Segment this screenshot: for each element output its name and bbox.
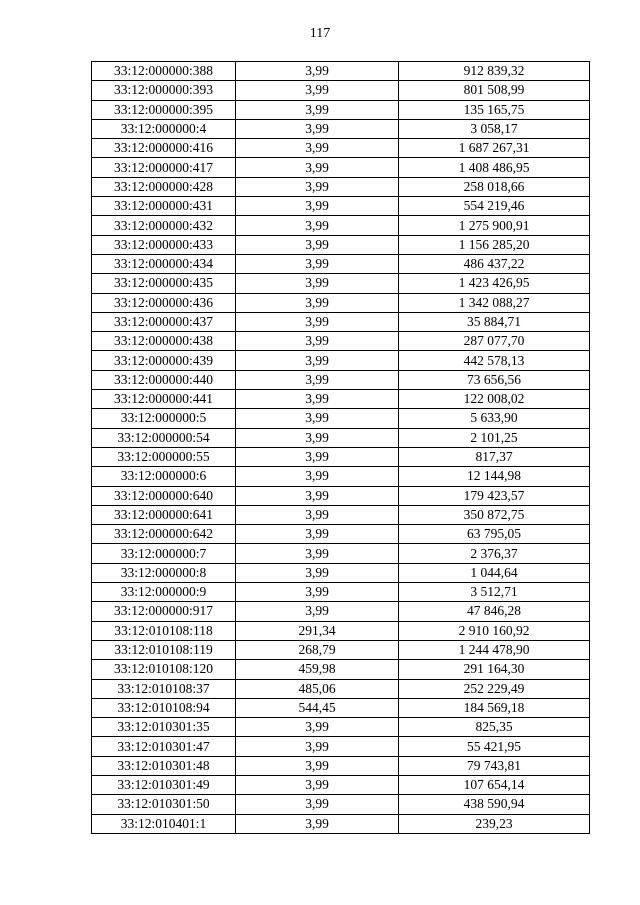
table-row — [92, 197, 590, 216]
rate-cell: 3,99 — [236, 62, 399, 81]
cadastral-number-cell: 33:12:000000:440 — [92, 370, 236, 389]
table-row — [92, 447, 590, 466]
rate-cell: 3,99 — [236, 563, 399, 582]
rate-cell: 3,99 — [236, 795, 399, 814]
value-cell: 107 654,14 — [399, 775, 590, 794]
rate-cell: 3,99 — [236, 409, 399, 428]
rate-cell: 485,06 — [236, 679, 399, 698]
table-row — [92, 640, 590, 659]
cadastral-number-cell: 33:12:010108:37 — [92, 679, 236, 698]
cadastral-number-cell: 33:12:000000:393 — [92, 81, 236, 100]
rate-cell: 3,99 — [236, 505, 399, 524]
rate-cell: 3,99 — [236, 332, 399, 351]
table-row — [92, 756, 590, 775]
value-cell: 825,35 — [399, 718, 590, 737]
value-cell: 554 219,46 — [399, 197, 590, 216]
rate-cell: 3,99 — [236, 235, 399, 254]
table-row — [92, 177, 590, 196]
value-cell: 184 569,18 — [399, 698, 590, 717]
rate-cell: 3,99 — [236, 81, 399, 100]
value-cell: 1 044,64 — [399, 563, 590, 582]
rate-cell: 3,99 — [236, 583, 399, 602]
value-cell: 135 165,75 — [399, 100, 590, 119]
value-cell: 1 687 267,31 — [399, 139, 590, 158]
value-cell: 1 244 478,90 — [399, 640, 590, 659]
table-row — [92, 351, 590, 370]
table-row — [92, 679, 590, 698]
rate-cell: 459,98 — [236, 660, 399, 679]
rate-cell: 3,99 — [236, 216, 399, 235]
cadastral-number-cell: 33:12:010108:119 — [92, 640, 236, 659]
rate-cell: 3,99 — [236, 775, 399, 794]
cadastral-number-cell: 33:12:000000:7 — [92, 544, 236, 563]
table-row — [92, 775, 590, 794]
table-row — [92, 293, 590, 312]
value-cell: 63 795,05 — [399, 525, 590, 544]
table-row — [92, 254, 590, 273]
table-row — [92, 62, 590, 81]
cadastral-table — [91, 61, 590, 834]
table-row — [92, 583, 590, 602]
table-row — [92, 370, 590, 389]
table-row — [92, 698, 590, 717]
value-cell: 12 144,98 — [399, 467, 590, 486]
value-cell: 438 590,94 — [399, 795, 590, 814]
table-body — [92, 62, 590, 834]
rate-cell: 3,99 — [236, 119, 399, 138]
cadastral-number-cell: 33:12:000000:6 — [92, 467, 236, 486]
value-cell: 287 077,70 — [399, 332, 590, 351]
value-cell: 1 408 486,95 — [399, 158, 590, 177]
rate-cell: 3,99 — [236, 814, 399, 833]
table-row — [92, 660, 590, 679]
table-row — [92, 81, 590, 100]
cadastral-number-cell: 33:12:000000:388 — [92, 62, 236, 81]
table-row — [92, 621, 590, 640]
table-row — [92, 390, 590, 409]
value-cell: 179 423,57 — [399, 486, 590, 505]
page-number: 117 — [309, 26, 331, 41]
table-row — [92, 718, 590, 737]
value-cell: 239,23 — [399, 814, 590, 833]
rate-cell: 3,99 — [236, 254, 399, 273]
cadastral-number-cell: 33:12:000000:428 — [92, 177, 236, 196]
rate-cell: 3,99 — [236, 370, 399, 389]
cadastral-number-cell: 33:12:000000:431 — [92, 197, 236, 216]
value-cell: 1 423 426,95 — [399, 274, 590, 293]
value-cell: 2 910 160,92 — [399, 621, 590, 640]
cadastral-number-cell: 33:12:000000:437 — [92, 312, 236, 331]
value-cell: 1 275 900,91 — [399, 216, 590, 235]
value-cell: 47 846,28 — [399, 602, 590, 621]
value-cell: 1 342 088,27 — [399, 293, 590, 312]
value-cell: 486 437,22 — [399, 254, 590, 273]
table-row — [92, 544, 590, 563]
rate-cell: 3,99 — [236, 312, 399, 331]
cadastral-number-cell: 33:12:000000:5 — [92, 409, 236, 428]
rate-cell: 268,79 — [236, 640, 399, 659]
value-cell: 912 839,32 — [399, 62, 590, 81]
table-row — [92, 409, 590, 428]
table-row — [92, 428, 590, 447]
cadastral-number-cell: 33:12:010301:47 — [92, 737, 236, 756]
value-cell: 817,37 — [399, 447, 590, 466]
value-cell: 5 633,90 — [399, 409, 590, 428]
cadastral-number-cell: 33:12:000000:438 — [92, 332, 236, 351]
cadastral-number-cell: 33:12:010108:120 — [92, 660, 236, 679]
cadastral-number-cell: 33:12:000000:642 — [92, 525, 236, 544]
table-row — [92, 737, 590, 756]
cadastral-number-cell: 33:12:000000:54 — [92, 428, 236, 447]
rate-cell: 3,99 — [236, 351, 399, 370]
value-cell: 2 101,25 — [399, 428, 590, 447]
rate-cell: 3,99 — [236, 158, 399, 177]
rate-cell: 3,99 — [236, 467, 399, 486]
table-row — [92, 814, 590, 833]
value-cell: 252 229,49 — [399, 679, 590, 698]
rate-cell: 3,99 — [236, 602, 399, 621]
cadastral-number-cell: 33:12:000000:439 — [92, 351, 236, 370]
table-row — [92, 100, 590, 119]
value-cell: 3 512,71 — [399, 583, 590, 602]
rate-cell: 3,99 — [236, 197, 399, 216]
cadastral-number-cell: 33:12:000000:8 — [92, 563, 236, 582]
value-cell: 442 578,13 — [399, 351, 590, 370]
value-cell: 291 164,30 — [399, 660, 590, 679]
rate-cell: 3,99 — [236, 756, 399, 775]
table-row — [92, 235, 590, 254]
table-row — [92, 312, 590, 331]
value-cell: 35 884,71 — [399, 312, 590, 331]
rate-cell: 3,99 — [236, 274, 399, 293]
table-row — [92, 563, 590, 582]
value-cell: 122 008,02 — [399, 390, 590, 409]
table-row — [92, 505, 590, 524]
rate-cell: 291,34 — [236, 621, 399, 640]
value-cell: 79 743,81 — [399, 756, 590, 775]
cadastral-number-cell: 33:12:010401:1 — [92, 814, 236, 833]
cadastral-number-cell: 33:12:000000:417 — [92, 158, 236, 177]
value-cell: 801 508,99 — [399, 81, 590, 100]
cadastral-number-cell: 33:12:000000:395 — [92, 100, 236, 119]
table-row — [92, 332, 590, 351]
table-row — [92, 525, 590, 544]
cadastral-number-cell: 33:12:000000:4 — [92, 119, 236, 138]
cadastral-number-cell: 33:12:000000:432 — [92, 216, 236, 235]
table-row — [92, 795, 590, 814]
cadastral-number-cell: 33:12:000000:9 — [92, 583, 236, 602]
cadastral-number-cell: 33:12:000000:436 — [92, 293, 236, 312]
table-row — [92, 467, 590, 486]
cadastral-number-cell: 33:12:000000:441 — [92, 390, 236, 409]
cadastral-number-cell: 33:12:010108:118 — [92, 621, 236, 640]
value-cell: 258 018,66 — [399, 177, 590, 196]
table-row — [92, 602, 590, 621]
rate-cell: 3,99 — [236, 177, 399, 196]
rate-cell: 3,99 — [236, 293, 399, 312]
value-cell: 350 872,75 — [399, 505, 590, 524]
rate-cell: 544,45 — [236, 698, 399, 717]
rate-cell: 3,99 — [236, 544, 399, 563]
cadastral-number-cell: 33:12:010301:49 — [92, 775, 236, 794]
cadastral-number-cell: 33:12:010108:94 — [92, 698, 236, 717]
table-row — [92, 119, 590, 138]
value-cell: 55 421,95 — [399, 737, 590, 756]
cadastral-number-cell: 33:12:000000:433 — [92, 235, 236, 254]
cadastral-number-cell: 33:12:000000:55 — [92, 447, 236, 466]
value-cell: 2 376,37 — [399, 544, 590, 563]
rate-cell: 3,99 — [236, 139, 399, 158]
cadastral-number-cell: 33:12:000000:416 — [92, 139, 236, 158]
rate-cell: 3,99 — [236, 486, 399, 505]
value-cell: 73 656,56 — [399, 370, 590, 389]
cadastral-number-cell: 33:12:000000:640 — [92, 486, 236, 505]
cadastral-number-cell: 33:12:010301:35 — [92, 718, 236, 737]
cadastral-number-cell: 33:12:000000:917 — [92, 602, 236, 621]
table-row — [92, 274, 590, 293]
cadastral-number-cell: 33:12:000000:434 — [92, 254, 236, 273]
rate-cell: 3,99 — [236, 447, 399, 466]
rate-cell: 3,99 — [236, 718, 399, 737]
cadastral-number-cell: 33:12:000000:435 — [92, 274, 236, 293]
rate-cell: 3,99 — [236, 428, 399, 447]
rate-cell: 3,99 — [236, 737, 399, 756]
rate-cell: 3,99 — [236, 525, 399, 544]
cadastral-number-cell: 33:12:000000:641 — [92, 505, 236, 524]
value-cell: 3 058,17 — [399, 119, 590, 138]
value-cell: 1 156 285,20 — [399, 235, 590, 254]
cadastral-number-cell: 33:12:010301:48 — [92, 756, 236, 775]
table-row — [92, 158, 590, 177]
rate-cell: 3,99 — [236, 100, 399, 119]
table-row — [92, 139, 590, 158]
cadastral-number-cell: 33:12:010301:50 — [92, 795, 236, 814]
table-row — [92, 486, 590, 505]
rate-cell: 3,99 — [236, 390, 399, 409]
table-row — [92, 216, 590, 235]
